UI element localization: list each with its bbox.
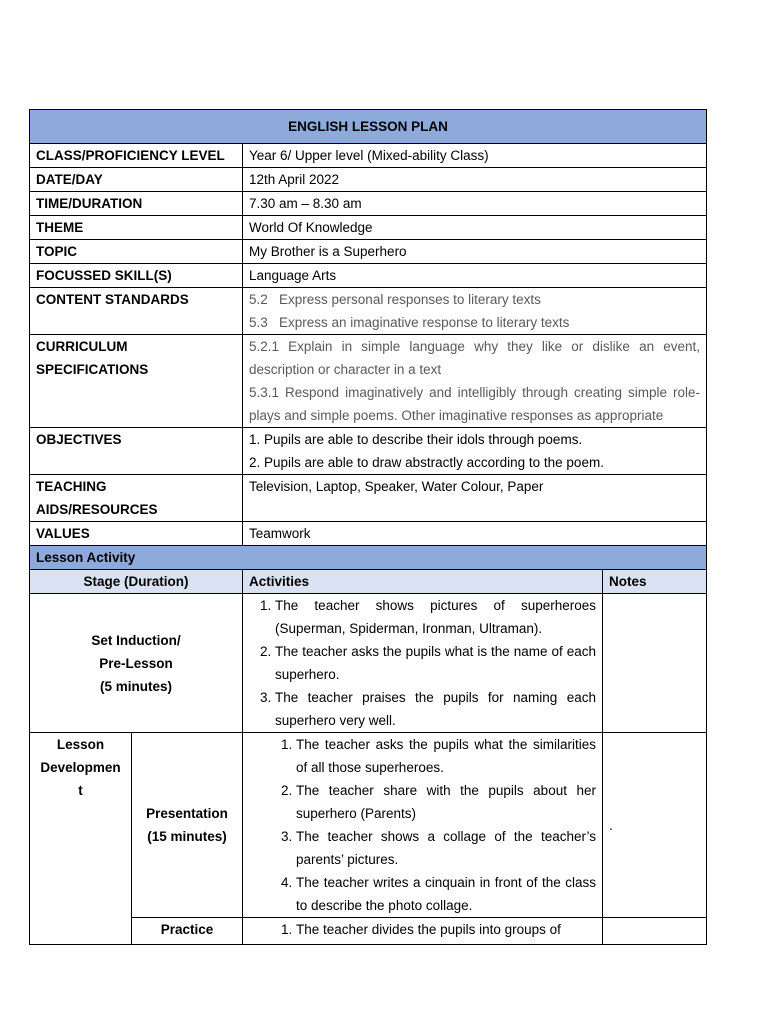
activity-item: 3. The teacher shows a collage of the teacher’s parents’ pictures. bbox=[296, 825, 596, 871]
teaching-aids-value: Television, Laptop, Speaker, Water Colour, Paper bbox=[243, 475, 707, 522]
stage-line: Lesson bbox=[56, 737, 105, 752]
stage-line: Developmen bbox=[40, 760, 121, 775]
stage-line: Pre-Lesson bbox=[99, 655, 173, 671]
objective-line: 2. Pupils are able to draw abstractly according to the poem. bbox=[249, 455, 604, 470]
info-value: My Brother is a Superhero bbox=[243, 240, 707, 264]
activity-item: 1. The teacher asks the pupils what the similarities of all those superheroes. bbox=[296, 733, 596, 779]
activity-column-headers bbox=[30, 570, 707, 594]
values-label: VALUES bbox=[30, 522, 243, 546]
content-standard-line: 5.3 Express an imaginative response to literary texts bbox=[249, 315, 570, 330]
stage-line: (5 minutes) bbox=[99, 678, 172, 694]
curriculum-row bbox=[30, 335, 707, 428]
notes-column-header: Notes bbox=[603, 570, 707, 594]
objectives-value bbox=[243, 428, 707, 475]
activity-list bbox=[243, 594, 596, 732]
info-row bbox=[30, 168, 707, 192]
content-standards-label: CONTENT STANDARDS bbox=[30, 288, 243, 335]
info-label: FOCUSSED SKILL(S) bbox=[30, 264, 243, 288]
set-induction-notes bbox=[603, 594, 707, 733]
presentation-activities bbox=[243, 733, 603, 918]
values-row bbox=[30, 522, 707, 546]
stage-line: (15 minutes) bbox=[147, 829, 227, 844]
practice-stage: Practice bbox=[132, 918, 243, 945]
curriculum-line: 5.3.1 Respond imaginatively and intelligibly through creating simple role-plays and simple poems. Other imaginative responses as appropriate bbox=[249, 385, 701, 423]
activities-column-header: Activities bbox=[243, 570, 603, 594]
content-standards-row bbox=[30, 288, 707, 335]
activity-item: 1. The teacher shows pictures of superheroes (Superman, Spiderman, Ironman, Ultraman). bbox=[275, 594, 596, 640]
info-label: TOPIC bbox=[30, 240, 243, 264]
activity-item: 2. The teacher share with the pupils about her superhero (Parents) bbox=[296, 779, 596, 825]
info-row bbox=[30, 240, 707, 264]
content-standard-line: 5.2 Express personal responses to literary texts bbox=[249, 292, 541, 307]
info-value: 7.30 am – 8.30 am bbox=[243, 192, 707, 216]
info-value: 12th April 2022 bbox=[243, 168, 707, 192]
activity-item: 1. The teacher divides the pupils into groups of bbox=[296, 918, 596, 941]
set-induction-row bbox=[30, 594, 707, 733]
info-value: Language Arts bbox=[243, 264, 707, 288]
activity-item: 4. The teacher writes a cinquain in front of the class to describe the photo collage. bbox=[296, 871, 596, 917]
stage-line: Set Induction/ bbox=[91, 632, 181, 648]
objectives-label: OBJECTIVES bbox=[30, 428, 243, 475]
info-row bbox=[30, 144, 707, 168]
teaching-aids-label: TEACHING AIDS/RESOURCES bbox=[30, 475, 243, 522]
lesson-plan-table bbox=[29, 109, 707, 945]
presentation-stage bbox=[132, 733, 243, 918]
title-row bbox=[30, 110, 707, 144]
lesson-development-label bbox=[30, 733, 132, 945]
teaching-aids-row bbox=[30, 475, 707, 522]
info-value: Year 6/ Upper level (Mixed-ability Class) bbox=[243, 144, 707, 168]
stage-column-header: Stage (Duration) bbox=[30, 570, 243, 594]
info-row bbox=[30, 264, 707, 288]
info-label: CLASS/PROFICIENCY LEVEL bbox=[30, 144, 243, 168]
set-induction-activities bbox=[243, 594, 603, 733]
info-row bbox=[30, 216, 707, 240]
activity-item: 2. The teacher asks the pupils what is the name of each superhero. bbox=[275, 640, 596, 686]
presentation-notes: . bbox=[603, 733, 707, 918]
set-induction-stage bbox=[30, 594, 243, 733]
practice-activities bbox=[243, 918, 603, 945]
stage-line: t bbox=[78, 783, 83, 798]
info-label: DATE/DAY bbox=[30, 168, 243, 192]
curriculum-line: 5.2.1 Explain in simple language why they like or dislike an event, description or character in a text bbox=[249, 339, 701, 377]
activity-list bbox=[243, 733, 596, 917]
lesson-activity-heading: Lesson Activity bbox=[30, 546, 707, 570]
info-row bbox=[30, 192, 707, 216]
curriculum-label: CURRICULUM SPECIFICATIONS bbox=[30, 335, 243, 428]
activity-item: 3. The teacher praises the pupils for naming each superhero very well. bbox=[275, 686, 596, 732]
practice-notes bbox=[603, 918, 707, 945]
content-standards-value bbox=[243, 288, 707, 335]
stage-line: Presentation bbox=[146, 806, 228, 821]
presentation-row bbox=[30, 733, 707, 918]
objective-line: 1. Pupils are able to describe their idols through poems. bbox=[249, 432, 583, 447]
objectives-row bbox=[30, 428, 707, 475]
lesson-plan-title: ENGLISH LESSON PLAN bbox=[30, 110, 707, 144]
activity-list bbox=[243, 918, 596, 941]
practice-row bbox=[30, 918, 707, 945]
values-value: Teamwork bbox=[243, 522, 707, 546]
info-label: TIME/DURATION bbox=[30, 192, 243, 216]
lesson-activity-heading-row bbox=[30, 546, 707, 570]
curriculum-value bbox=[243, 335, 707, 428]
info-label: THEME bbox=[30, 216, 243, 240]
info-value: World Of Knowledge bbox=[243, 216, 707, 240]
